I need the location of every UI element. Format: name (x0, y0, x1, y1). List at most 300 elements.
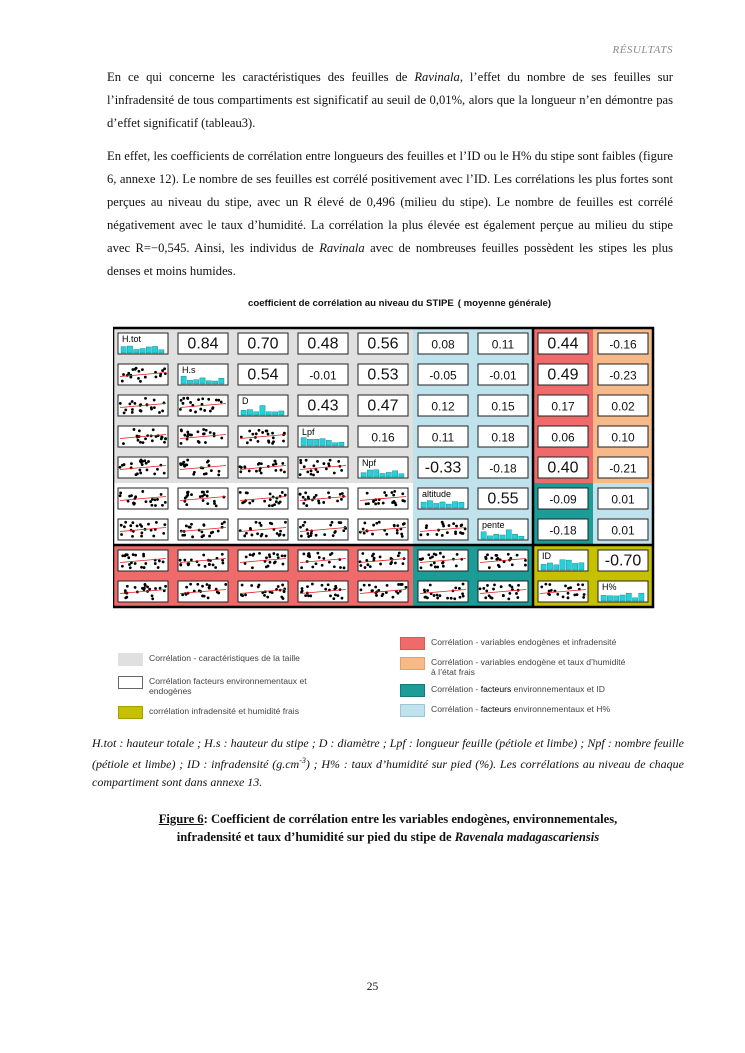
scatter-point (400, 533, 403, 536)
scatter-point (562, 596, 565, 599)
histogram-bar (639, 593, 644, 601)
histogram-bar (146, 347, 151, 353)
scatter-point (179, 564, 182, 567)
running-header: RÉSULTATS (612, 44, 673, 56)
scatter-point (492, 588, 495, 591)
scatter-point (207, 398, 210, 401)
histogram-bar (326, 440, 331, 446)
scatter-point (239, 470, 242, 473)
scatter-point (141, 463, 144, 466)
scatter-point (240, 466, 243, 469)
scatter-point (462, 583, 465, 586)
coefficient-value: 0.16 (371, 430, 395, 445)
scatter-point (305, 459, 308, 462)
scatter-point (188, 526, 191, 529)
histogram-bar (219, 378, 224, 384)
scatter-point (486, 553, 489, 556)
scatter-point (311, 583, 314, 586)
scatter-point (581, 583, 584, 586)
legend-gray (118, 653, 348, 666)
coefficient-value: 0.47 (367, 397, 399, 415)
scatter-point (583, 593, 586, 596)
scatter-point (182, 402, 185, 405)
coefficient-value: 0.55 (487, 490, 519, 508)
scatter-point (201, 530, 204, 533)
histogram-bar (614, 596, 619, 601)
scatter-point (130, 462, 133, 465)
scatter-point (524, 564, 527, 567)
histogram-bar (512, 534, 517, 539)
scatter-point (203, 473, 206, 476)
scatter-point (396, 529, 399, 532)
histogram-bar (380, 473, 385, 477)
histogram-bar (620, 595, 625, 601)
scatter-point (180, 430, 183, 433)
scatter-point (371, 533, 374, 536)
variable-label: D (242, 396, 249, 406)
scatter-point (131, 400, 134, 403)
scatter-point (146, 469, 149, 472)
histogram-bar (206, 381, 211, 384)
scatter-point (183, 534, 186, 537)
figure-title-main: coefficient de corrélation au niveau du STIPE (248, 298, 454, 309)
abbr-text-a: H.tot : hauteur totale ; H.s : hauteur du stipe ; D : diamètre ; Lpf : longueur feuille (pétiole et limbe) ; Npf : nombre feuille (pétiole et limbe) ; ID : infradensité (g.cm (92, 736, 684, 771)
legend-lightblue-overlay: facteurs (480, 704, 512, 714)
scatter-point (124, 596, 127, 599)
scatter-point (299, 461, 302, 464)
histogram-bar (632, 598, 637, 601)
scatter-point (128, 495, 131, 498)
histogram-bar (194, 380, 199, 384)
scatter-point (164, 501, 167, 504)
scatter-point (186, 494, 189, 497)
caption-species: Ravenala madagascariensis (454, 830, 600, 844)
scatter-point (433, 594, 436, 597)
scatter-point (201, 491, 204, 494)
scatter-point (340, 469, 343, 472)
scatter-point (511, 563, 514, 566)
scatter-point (361, 552, 364, 555)
scatter-point (564, 584, 567, 587)
coefficient-value: -0.70 (604, 552, 642, 570)
scatter-point (436, 566, 439, 569)
scatter-point (144, 376, 147, 379)
scatter-point (241, 584, 244, 587)
scatter-point (133, 402, 136, 405)
scatter-point (181, 593, 184, 596)
scatter-point (323, 533, 326, 536)
scatter-point (567, 592, 570, 595)
scatter-point (183, 434, 186, 437)
scatter-point (429, 584, 432, 587)
scatter-point (577, 583, 580, 586)
scatter-point (484, 596, 487, 599)
scatter-point (486, 584, 489, 587)
scatter-point (420, 533, 423, 536)
histogram-bar (339, 442, 344, 446)
scatter-point (364, 566, 367, 569)
scatter-point (488, 566, 491, 569)
scatter-point (275, 462, 278, 465)
p1-text-b: , l’effet du nombre de ses feuilles sur l’infradensité de tous compartiments est significatif au seuil de 0,01%, alors que la longueur n’en démontre pas d’effet significatif (tableau3). (107, 70, 673, 130)
variable-label: altitude (422, 489, 452, 499)
coefficient-value: -0.05 (429, 368, 457, 383)
scatter-point (446, 597, 449, 600)
scatter-point (363, 532, 366, 535)
scatter-point (442, 556, 445, 559)
scatter-point (379, 556, 382, 559)
scatter-point (482, 587, 485, 590)
coefficient-value: 0.11 (491, 337, 515, 352)
scatter-point (217, 399, 220, 402)
scatter-point (400, 583, 403, 586)
histogram-bar (427, 501, 432, 508)
page-number: 25 (366, 981, 379, 993)
scatter-point (556, 593, 559, 596)
scatter-point (362, 528, 365, 531)
histogram-bar (541, 564, 546, 570)
scatter-point (489, 596, 492, 599)
coefficient-value: 0.01 (611, 492, 635, 507)
scatter-point (190, 558, 193, 561)
coefficient-value: 0.48 (307, 335, 339, 353)
scatter-point (186, 459, 189, 462)
scatter-point (315, 494, 318, 497)
scatter-point (524, 559, 527, 562)
scatter-point (186, 491, 189, 494)
scatter-point (385, 494, 388, 497)
histogram-bar (459, 502, 464, 508)
coefficient-value: 0.49 (547, 366, 579, 384)
legend-orange-label: Corrélation - variables endogène et taux d’humidité à l’état frais (431, 657, 626, 677)
scatter-point (366, 492, 369, 495)
scatter-point (131, 535, 134, 538)
scatter-point (201, 397, 204, 400)
scatter-point (137, 377, 140, 380)
legend-swatch-olive (118, 706, 143, 719)
scatter-point (150, 408, 153, 411)
scatter-point (269, 498, 272, 501)
scatter-point (257, 463, 260, 466)
scatter-point (507, 597, 510, 600)
scatter-point (321, 564, 324, 567)
scatter-point (255, 432, 258, 435)
scatter-point (446, 531, 449, 534)
scatter-point (343, 566, 346, 569)
scatter-point (299, 493, 302, 496)
scatter-point (144, 397, 147, 400)
scatter-point (267, 439, 270, 442)
scatter-point (454, 532, 457, 535)
histogram-bar (494, 534, 499, 539)
histogram-bar (361, 473, 366, 477)
scatter-point (196, 430, 199, 433)
scatter-point (164, 585, 167, 588)
scatter-point (138, 429, 141, 432)
scatter-point (180, 442, 183, 445)
scatter-point (189, 433, 192, 436)
scatter-point (157, 566, 160, 569)
histogram-bar (399, 474, 404, 477)
scatter-point (439, 594, 442, 597)
scatter-point (258, 429, 261, 432)
scatter-point (206, 583, 209, 586)
scatter-point (333, 565, 336, 568)
scatter-point (341, 597, 344, 600)
histogram-bar (506, 530, 511, 539)
scatter-point (151, 597, 154, 600)
coefficient-value: -0.09 (549, 492, 577, 507)
coefficient-value: 0.54 (247, 366, 279, 384)
scatter-point (142, 441, 145, 444)
scatter-point (152, 428, 155, 431)
scatter-point (315, 534, 318, 537)
scatter-point (328, 496, 331, 499)
scatter-point (425, 526, 428, 529)
scatter-point (251, 534, 254, 537)
scatter-point (268, 555, 271, 558)
scatter-point (427, 553, 430, 556)
scatter-point (396, 524, 399, 527)
scatter-point (299, 526, 302, 529)
scatter-point (215, 504, 218, 507)
scatter-point (283, 590, 286, 593)
scatter-point (151, 594, 154, 597)
scatter-point (139, 380, 142, 383)
scatter-point (392, 494, 395, 497)
scatter-point (381, 594, 384, 597)
scatter-point (485, 589, 488, 592)
coefficient-value: -0.33 (424, 459, 462, 477)
scatter-point (459, 596, 462, 599)
scatter-point (383, 491, 386, 494)
scatter-point (217, 474, 220, 477)
scatter-point (249, 439, 252, 442)
histogram-bar (519, 536, 524, 539)
legend-teal-label (431, 684, 605, 694)
correlation-matrix (113, 322, 658, 620)
scatter-point (299, 459, 302, 462)
scatter-point (576, 593, 579, 596)
scatter-point (508, 584, 511, 587)
histogram-bar (200, 378, 205, 384)
scatter-point (246, 492, 249, 495)
scatter-point (120, 533, 123, 536)
scatter-point (382, 502, 385, 505)
legend-teal-suffix: environnementaux et ID (513, 684, 605, 694)
scatter-point (277, 556, 280, 559)
coefficient-value: 0.10 (611, 430, 635, 445)
scatter-point (163, 472, 166, 475)
scatter-point (122, 442, 125, 445)
histogram-bar (187, 380, 192, 384)
scatter-point (153, 399, 156, 402)
scatter-point (208, 535, 211, 538)
caption-text-1: : Coefficient de corrélation entre les variables endogènes, environnementales, (203, 812, 618, 826)
scatter-point (281, 584, 284, 587)
scatter-point (218, 470, 221, 473)
scatter-point (127, 556, 130, 559)
coefficient-value: 0.17 (551, 399, 575, 414)
scatter-point (280, 596, 283, 599)
scatter-point (206, 461, 209, 464)
scatter-point (271, 442, 274, 445)
scatter-point (241, 594, 244, 597)
scatter-point (155, 521, 158, 524)
scatter-point (269, 493, 272, 496)
scatter-point (367, 502, 370, 505)
coefficient-value: 0.53 (367, 366, 399, 384)
scatter-point (162, 532, 165, 535)
scatter-point (372, 524, 375, 527)
scatter-point (378, 521, 381, 524)
legend-swatch-red (400, 637, 425, 650)
scatter-point (436, 597, 439, 600)
coefficient-value: 0.70 (247, 335, 279, 353)
scatter-point (508, 592, 511, 595)
scatter-point (375, 594, 378, 597)
scatter-point (339, 566, 342, 569)
coefficient-value: 0.84 (187, 335, 219, 353)
scatter-point (282, 534, 285, 537)
scatter-point (282, 563, 285, 566)
scatter-point (164, 437, 167, 440)
scatter-point (390, 491, 393, 494)
scatter-point (140, 566, 143, 569)
abbr-sup: -3 (299, 756, 306, 765)
scatter-point (141, 368, 144, 371)
scatter-point (452, 522, 455, 525)
scatter-point (284, 554, 287, 557)
scatter-point (321, 584, 324, 587)
scatter-point (151, 498, 154, 501)
histogram-bar (386, 472, 391, 477)
scatter-point (331, 552, 334, 555)
histogram-bar (181, 376, 186, 384)
scatter-point (458, 587, 461, 590)
scatter-point (398, 552, 401, 555)
scatter-point (187, 562, 190, 565)
scatter-point (144, 562, 147, 565)
scatter-point (304, 491, 307, 494)
scatter-point (421, 557, 424, 560)
scatter-point (265, 429, 268, 432)
coefficient-value: 0.43 (307, 397, 339, 415)
scatter-point (124, 408, 127, 411)
scatter-point (396, 532, 399, 535)
coefficient-value: -0.21 (609, 461, 637, 476)
scatter-point (495, 558, 498, 561)
scatter-point (338, 521, 341, 524)
scatter-point (161, 410, 164, 413)
scatter-point (420, 566, 423, 569)
scatter-point (179, 559, 182, 562)
scatter-point (308, 553, 311, 556)
scatter-point (161, 436, 164, 439)
histogram-bar (607, 596, 612, 601)
scatter-point (374, 503, 377, 506)
scatter-point (544, 583, 547, 586)
scatter-point (239, 491, 242, 494)
scatter-point (139, 441, 142, 444)
scatter-point (283, 432, 286, 435)
scatter-point (371, 589, 374, 592)
paragraph-1 (107, 66, 673, 135)
scatter-point (124, 521, 127, 524)
histogram-bar (392, 471, 397, 477)
scatter-point (203, 493, 206, 496)
scatter-point (275, 500, 278, 503)
histogram-bar (554, 565, 559, 570)
scatter-point (190, 523, 193, 526)
legend-swatch-teal (400, 684, 425, 697)
scatter-point (332, 534, 335, 537)
legend-swatch-orange (400, 657, 425, 670)
scatter-point (394, 562, 397, 565)
legend-teal (400, 684, 660, 697)
scatter-point (257, 440, 260, 443)
coefficient-value: 0.11 (431, 430, 455, 445)
scatter-point (243, 501, 246, 504)
histogram-bar (121, 347, 126, 353)
scatter-point (310, 473, 313, 476)
scatter-point (207, 596, 210, 599)
scatter-point (325, 467, 328, 470)
scatter-point (282, 440, 285, 443)
histogram-bar (601, 595, 606, 601)
scatter-point (244, 593, 247, 596)
variable-label: Lpf (302, 427, 315, 437)
scatter-point (393, 490, 396, 493)
scatter-point (202, 534, 205, 537)
scatter-point (216, 591, 219, 594)
legend-teal-prefix: Corrélation - (431, 684, 479, 694)
p2-genus: Ravinala (319, 241, 365, 255)
scatter-point (312, 474, 315, 477)
scatter-point (261, 431, 264, 434)
scatter-point (462, 532, 465, 535)
scatter-point (329, 524, 332, 527)
scatter-point (120, 524, 123, 527)
scatter-point (392, 596, 395, 599)
scatter-point (267, 565, 270, 568)
scatter-point (189, 409, 192, 412)
scatter-point (158, 411, 161, 414)
scatter-point (221, 559, 224, 562)
scatter-point (379, 563, 382, 566)
scatter-point (265, 535, 268, 538)
scatter-point (128, 563, 131, 566)
coefficient-value: -0.23 (609, 368, 637, 383)
coefficient-value: -0.18 (549, 523, 577, 538)
scatter-point (147, 523, 150, 526)
scatter-point (142, 553, 145, 556)
scatter-point (311, 566, 314, 569)
scatter-point (276, 553, 279, 556)
scatter-point (202, 499, 205, 502)
scatter-point (224, 583, 227, 586)
histogram-bar (260, 406, 265, 415)
scatter-point (277, 502, 280, 505)
scatter-point (140, 410, 143, 413)
histogram-bar (626, 593, 631, 601)
scatter-point (548, 593, 551, 596)
scatter-point (433, 561, 436, 564)
scatter-point (316, 552, 319, 555)
scatter-point (266, 596, 269, 599)
scatter-point (140, 531, 143, 534)
histogram-bar (367, 470, 372, 477)
